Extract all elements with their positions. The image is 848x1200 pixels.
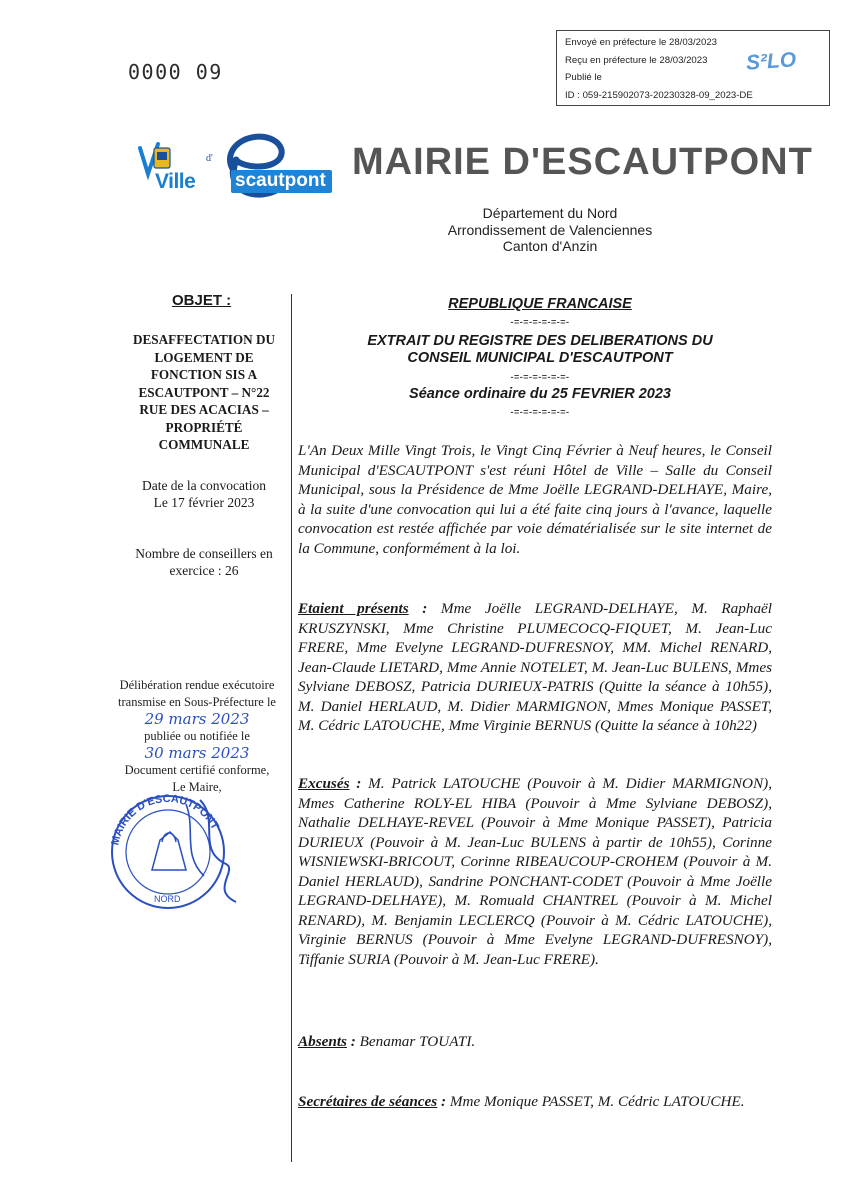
presents-label: Etaient présents — [298, 600, 409, 617]
mayor-seal-stamp — [100, 780, 250, 910]
presents-paragraph: Etaient présents : Mme Joëlle LEGRAND-DELHAYE, M. Raphaël KRUSZYNSKI, Mme Christine PLUMECOCQ-FIQUET, M. Jean-Luc FRERE, Mme Evelyne LEGRAND-DUFRESNOY, MM. Michel RENARD, Jean-Claude LIETARD, Mme Annie NOTELET, M. Jean-Luc BULENS, Mmes Sylviane DEBOSZ, Patricia DURIEUX-PATRIS (Quitte la séance à 10h55), M. Daniel HERLAUD, M. Didier MARMIGNON, Mmes Monique PASSET, M. Cédric LATOUCHE, Mme Virginie BERNUS (Quitte la séance à 10h22) — [298, 600, 773, 734]
delib-line: publiée ou notifiée le — [144, 729, 250, 743]
subject-line: PROPRIÉTÉ — [165, 419, 243, 435]
logo-ville-text: Ville — [155, 170, 196, 193]
absents-paragraph: Absents : Benamar TOUATI. — [298, 1033, 476, 1050]
delib-line: Délibération rendue exécutoire — [119, 678, 275, 692]
handwritten-mark: S²LO — [745, 48, 797, 75]
handwritten-date: 30 mars 2023 — [144, 744, 250, 762]
excuses-paragraph: Excusés : M. Patrick LATOUCHE (Pouvoir à M. Didier MARMIGNON), Mmes Catherine ROLY-EL HIBA (Pouvoir à Mme Sylviane DEBOSZ), Nathalie DELHAYE-REVEL (Pouvoir à Mme Monique PASSET), Patricia DURIEUX (Pouvoir à M. Jean-Luc BULENS à partir de 10h55), Corinne WISNIEWSKI-BRICOUT, Corinne RIBEAUCOUP-CROHEM (Pouvoir à M. Daniel HERLAUD), Sandrine PONCHANT-CODET (Pouvoir à Mme Joëlle LEGRAND-DELHAYE), M. Romuald CHANTREL (Pouvoir à M. Michel RENARD), M. Benjamin LECLERCQ (Pouvoir à M. Cédric LATOUCHE), Virginie BERNUS (Pouvoir à Mme Evelyne LEGRAND-DUFRESNOY), Tiffanie SURIA (Pouvoir à M. Jean-Luc FRERE). — [298, 775, 772, 968]
excuses-label: Excusés — [298, 775, 350, 792]
presents-text: Mme Joëlle LEGRAND-DELHAYE, M. Raphaël KRUSZYNSKI, Mme Christine PLUMECOCQ-FIQUET, M. Jean-Luc FRERE, Mme Evelyne LEGRAND-DUFRESNOY, MM. Michel RENARD, Jean-Claude LIETARD, Mme Annie NOTELET, M. Jean-Luc BULENS, Mmes Sylviane DEBOSZ, Patricia DURIEUX-PATRIS (Quitte la séance à 10h55), M. Daniel HERLAUD, M. Didier MARMIGNON, Mmes Monique PASSET, M. Cédric LATOUCHE, Mme Virginie BERNUS (Quitte la séance à 10h22) — [298, 600, 773, 734]
delib-line: Document certifié conforme, — [124, 763, 270, 777]
stamp-id: ID : 059-215902073-20230328-09_2023-DE — [565, 89, 753, 101]
arrondissement: Arrondissement de Valenciennes — [447, 221, 653, 238]
subject-block — [124, 331, 284, 454]
handwritten-date: 29 mars 2023 — [144, 710, 250, 728]
absents-label: Absents — [298, 1033, 347, 1050]
secretaires-text: Mme Monique PASSET, M. Cédric LATOUCHE. — [449, 1093, 745, 1110]
seance-heading: Séance ordinaire du 25 FEVRIER 2023 — [409, 386, 671, 402]
departement: Département du Nord — [482, 205, 618, 221]
svg-text:NORD: NORD — [154, 894, 181, 904]
subject-line: FONCTION SIS A — [150, 367, 258, 382]
logo-d-letter: d' — [206, 153, 213, 164]
delib-line: transmise en Sous-Préfecture le — [118, 695, 276, 709]
column-divider — [291, 294, 292, 1162]
republique-heading: REPUBLIQUE FRANCAISE — [448, 296, 632, 312]
stamp-publie: Publié le — [565, 72, 602, 83]
convocation-label: Date de la convocation — [141, 478, 267, 493]
secretaires-paragraph: Secrétaires de séances : Mme Monique PASSET, M. Cédric LATOUCHE. — [298, 1093, 745, 1110]
subject-line: LOGEMENT DE — [154, 349, 254, 365]
extrait-line: EXTRAIT DU REGISTRE DES DELIBERATIONS DU — [367, 333, 713, 349]
extrait-line: CONSEIL MUNICIPAL D'ESCAUTPONT — [407, 350, 673, 366]
objet-label: OBJET : — [172, 292, 232, 309]
conseillers-label: Nombre de conseillers en — [135, 546, 273, 561]
execution-block — [112, 677, 282, 796]
separator: -=-=-=-=-=-=- — [510, 317, 570, 327]
conseillers-block — [118, 545, 290, 579]
excuses-text: M. Patrick LATOUCHE (Pouvoir à M. Didier MARMIGNON), Mmes Catherine ROLY-EL HIBA (Pouvoir à Mme Sylviane DEBOSZ), Nathalie DELHAYE-REVEL (Pouvoir à Mme Monique PASSET), Patricia DURIEUX (Pouvoir à M. Jean-Luc BULENS à partir de 10h55), Corinne WISNIEWSKI-BRICOUT, Corinne RIBEAUCOUP-CROHEM (Pouvoir à M. Daniel HERLAUD), Sandrine PONCHANT-CODET (Pouvoir à Mme Joëlle LEGRAND-DELHAYE), M. Romuald CHANTREL (Pouvoir à M. Michel RENARD), M. Benjamin LECLERCQ (Pouvoir à M. Cédric LATOUCHE), Virginie BERNUS (Pouvoir à Mme Evelyne LEGRAND-DUFRESNOY), Tiffanie SURIA (Pouvoir à M. Jean-Luc FRERE). — [298, 775, 772, 968]
administrative-info — [430, 205, 670, 255]
conseillers-value: exercice : 26 — [169, 563, 239, 578]
delib-line: Le Maire, — [172, 780, 222, 794]
secretaires-label: Secrétaires de séances — [298, 1093, 438, 1110]
page-title: MAIRIE D'ESCAUTPONT — [352, 141, 813, 183]
document-number: 0000 09 — [128, 60, 223, 84]
absents-text: Benamar TOUATI. — [359, 1033, 476, 1050]
svg-text:MAIRIE D'ESCAUTPONT: MAIRIE D'ESCAUTPONT — [109, 792, 221, 847]
extrait-heading — [300, 333, 780, 367]
subject-line: ESCAUTPONT – N°22 — [138, 384, 270, 400]
convocation-block — [124, 477, 284, 511]
convocation-date: Le 17 février 2023 — [153, 495, 255, 510]
stamp-recu: Reçu en préfecture le 28/03/2023 — [565, 54, 708, 66]
subject-line: COMMUNALE — [158, 437, 250, 452]
subject-line: RUE DES ACACIAS – — [139, 402, 269, 417]
intro-paragraph: L'An Deux Mille Vingt Trois, le Vingt Cinq Février à Neuf heures, le Conseil Municipal d'ESCAUTPONT s'est réuni Hôtel de Ville – Salle du Conseil Municipal, sous la Présidence de Mme Joëlle LEGRAND-DELHAYE, Maire, à la suite d'une convocation qui lui a été faite cinq jours à l'avance, laquelle convocation est restée affichée par voie dématérialisée sur le site internet de la Commune, conformément à la loi. — [298, 442, 772, 557]
canton: Canton d'Anzin — [502, 238, 598, 254]
logo-escautpont-text: scautpont — [231, 170, 332, 193]
separator: -=-=-=-=-=-=- — [510, 407, 570, 417]
separator: -=-=-=-=-=-=- — [510, 372, 570, 382]
subject-line: DESAFFECTATION DU — [132, 332, 276, 347]
stamp-envoye: Envoyé en préfecture le 28/03/2023 — [565, 37, 718, 48]
